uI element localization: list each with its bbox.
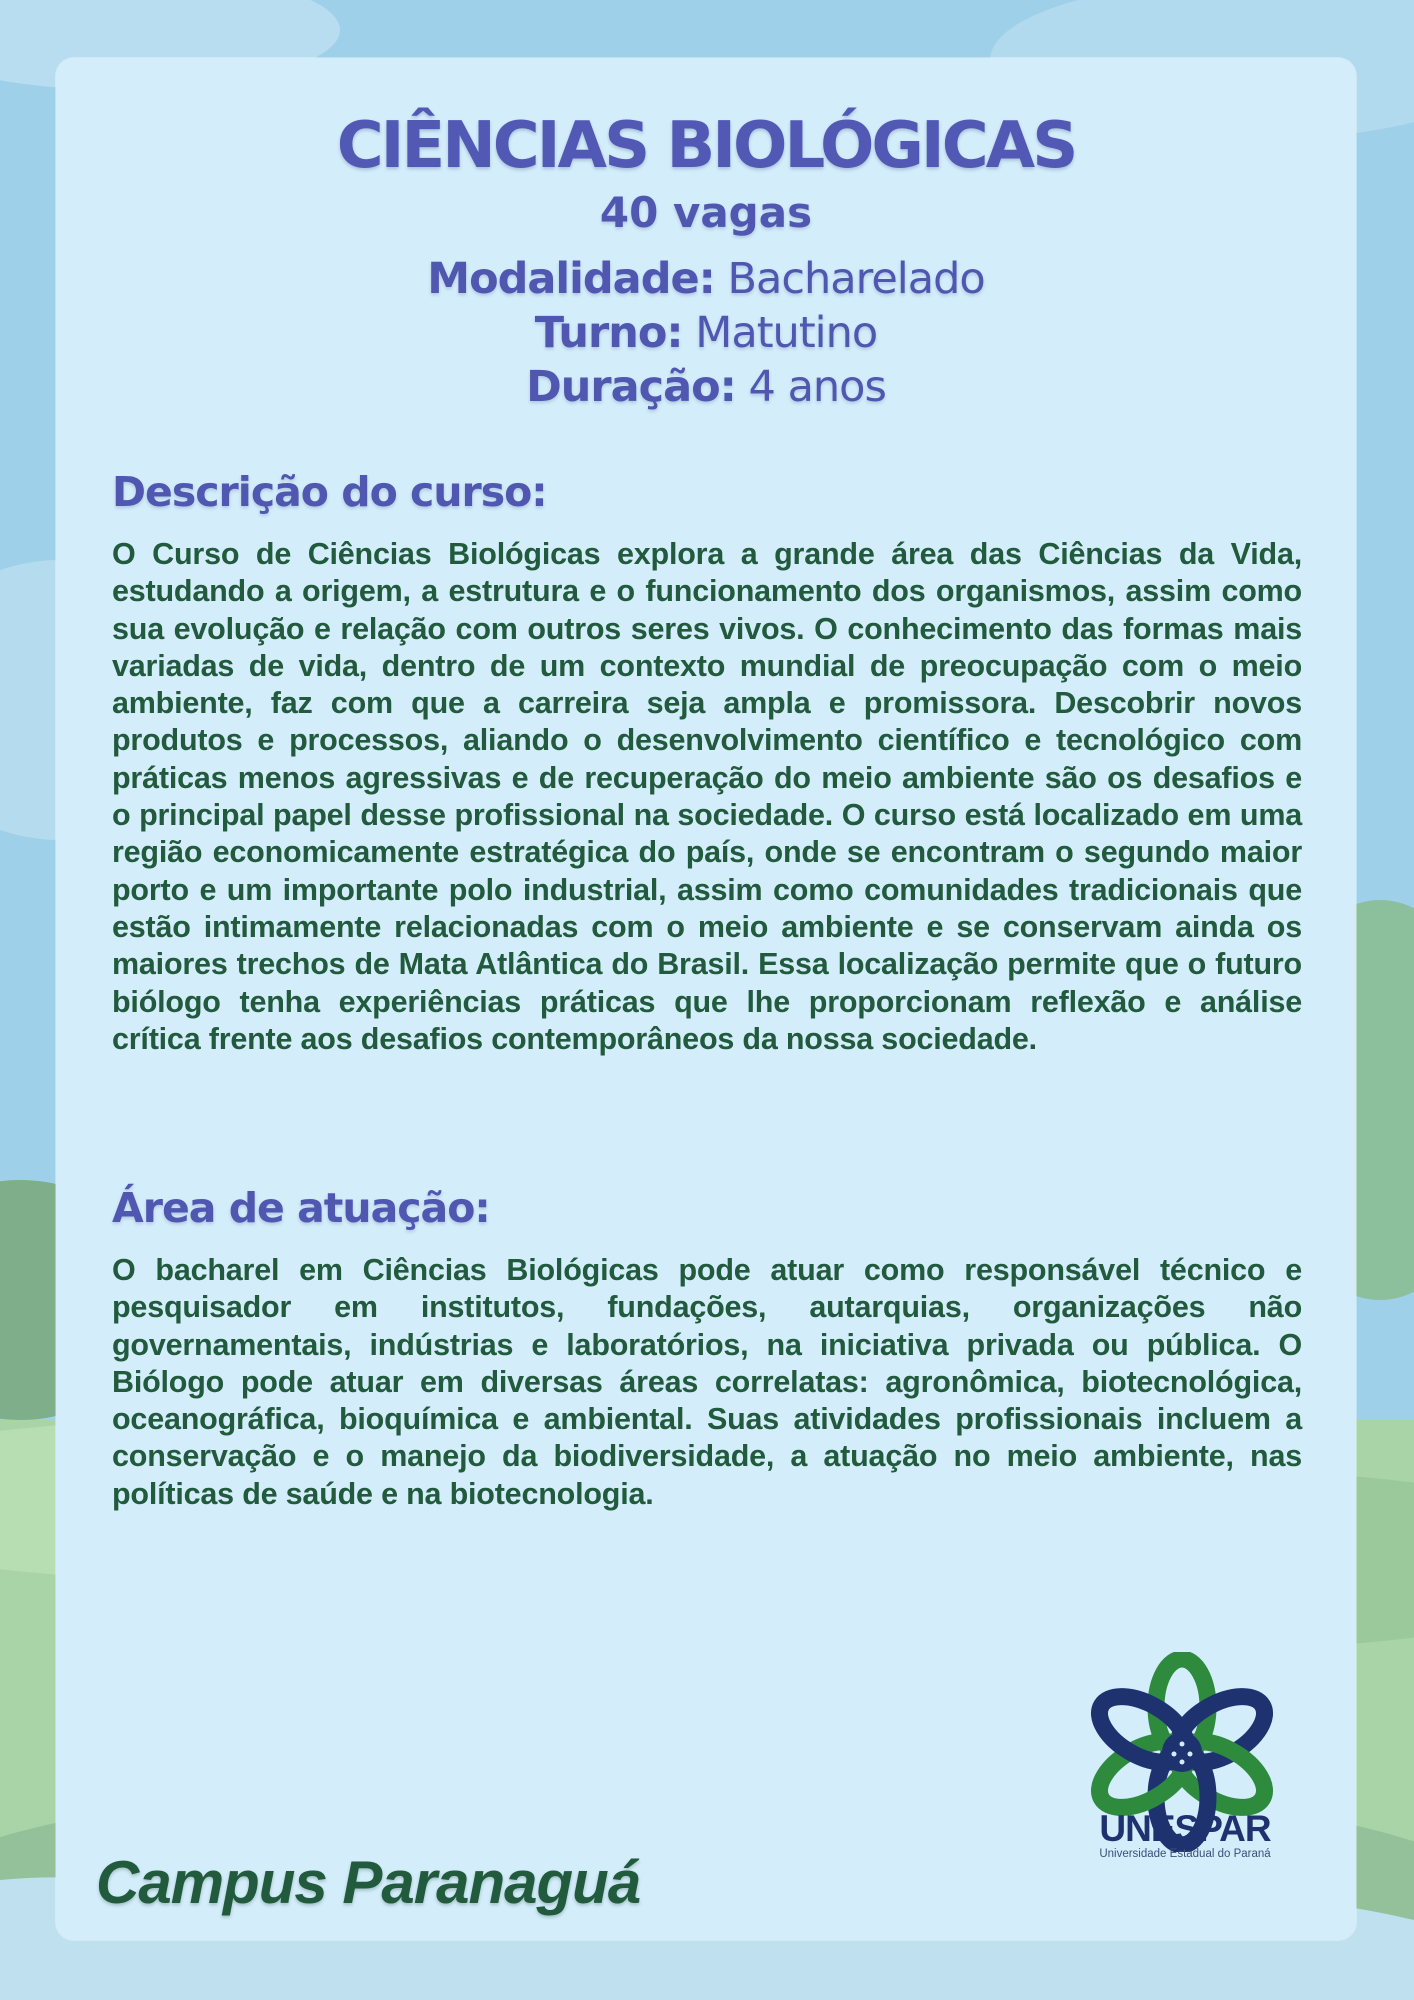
info-value: Bacharelado	[727, 254, 985, 304]
area-heading: Área de atuação:	[112, 1184, 490, 1232]
vacancies-count: 40 vagas	[599, 188, 813, 237]
page-title: CIÊNCIAS BIOLÓGICAS	[336, 109, 1076, 183]
info-label: Duração:	[526, 362, 736, 412]
info-label: Turno:	[534, 308, 683, 358]
logo-name: UNESPAR	[1099, 1808, 1271, 1849]
info-value: Matutino	[695, 308, 878, 358]
description-heading: Descrição do curso:	[112, 468, 547, 516]
info-label: Modalidade:	[427, 254, 715, 304]
area-text: O bacharel em Ciências Biológicas pode atuar como responsável técnico e pesquisador em institutos, fundações, autarquias, organizações não governamentais, indústrias e laboratórios, na iniciativa privada ou pública. O Biólogo pode atuar em diversas áreas correlatas: agronômica, biotecnológica, oceanográfica, bioquímica e ambiental. Suas atividades profissionais incluem a conservação e o manejo da biodiversidade, a atuação no meio ambiente, nas políticas de saúde e na biotecnologia.	[112, 1253, 1302, 1511]
info-turno	[56, 308, 1356, 360]
info-duracao	[56, 362, 1356, 414]
description-text: O Curso de Ciências Biológicas explora a grande área das Ciências da Vida, estudando a origem, a estrutura e o funcionamento dos organismos, assim como sua evolução e relação com outros seres vivos. O conhecimento das formas mais variadas de vida, dentro de um contexto mundial de preocupação com o meio ambiente, faz com que a carreira seja ampla e promissora. Descobrir novos produtos e processos, aliando o desenvolvimento científico e tecnológico com práticas menos agressivas e de recuperação do meio ambiente são os desafios e o principal papel desse profissional na sociedade. O curso está localizado em uma região economicamente estratégica do país, onde se encontram o segundo maior porto e um importante polo industrial, assim como comunidades tradicionais que estão intimamente relacionadas com o meio ambiente e se conservam ainda os maiores trechos de Mata Atlântica do Brasil. Essa localização permite que o futuro biólogo tenha experiências práticas que lhe proporcionam reflexão e análise crítica frente aos desafios contemporâneos da nossa sociedade.	[112, 537, 1302, 1056]
campus-name: Campus Paranaguá	[96, 1849, 641, 1916]
info-value: 4 anos	[748, 362, 886, 412]
logo-subtitle: Universidade Estadual do Paraná	[1099, 1848, 1271, 1860]
info-modalidade	[56, 254, 1356, 306]
